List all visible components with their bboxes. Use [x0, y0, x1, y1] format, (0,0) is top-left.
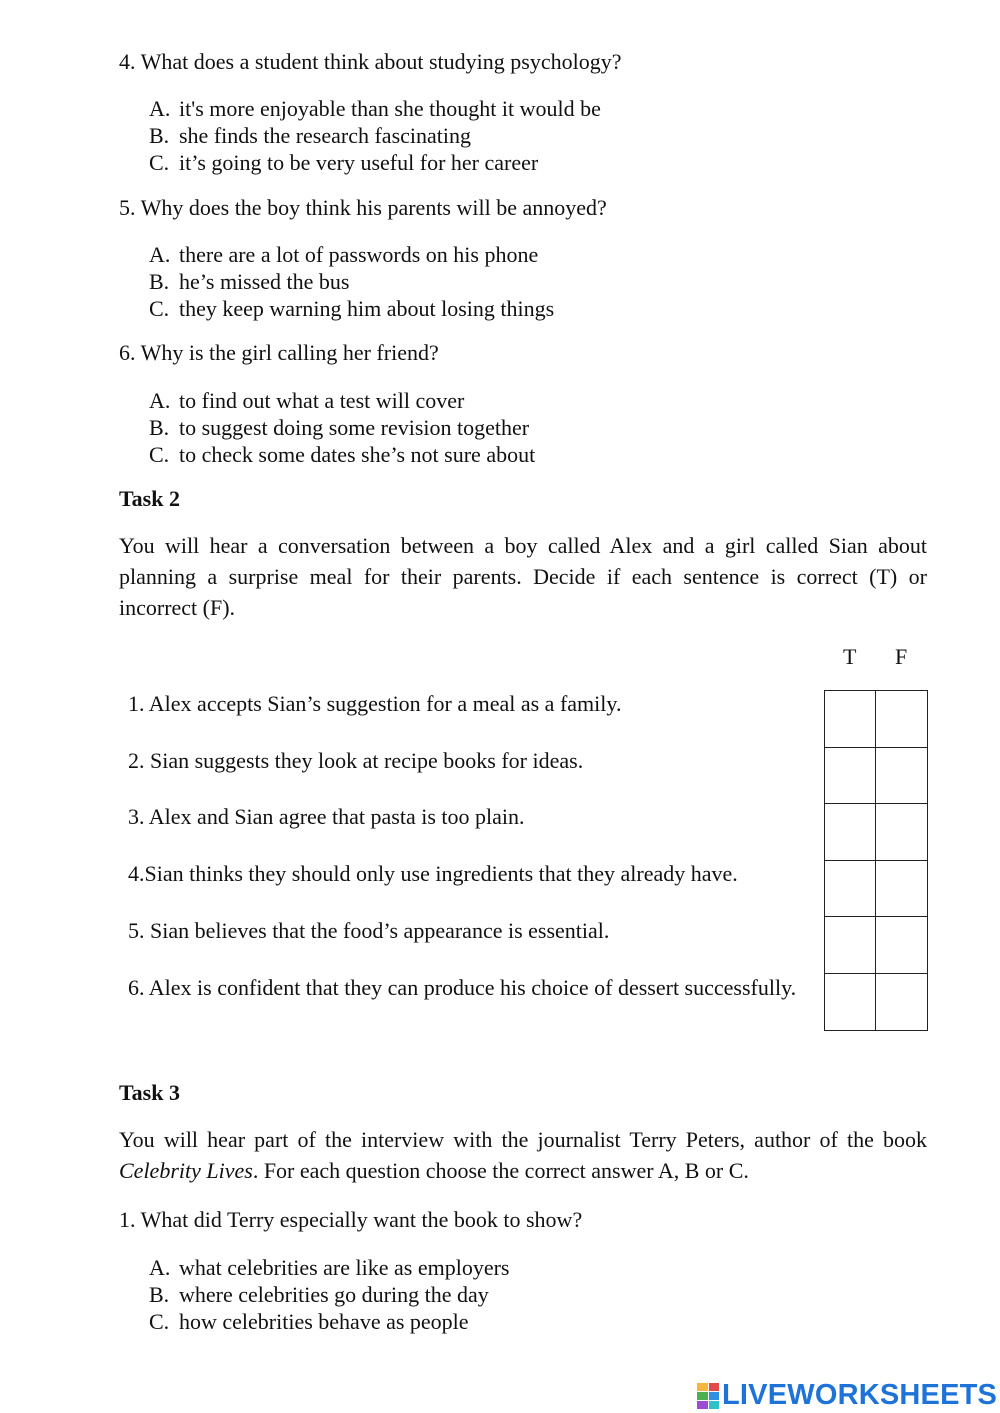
answer-box-5-t[interactable]	[825, 917, 876, 974]
answer-box-1-t[interactable]	[825, 691, 876, 748]
option-letter: C.	[149, 1309, 170, 1334]
option-text: it’s going to be very useful for her career	[179, 150, 539, 175]
task3-question-1: 1. What did Terry especially want the book to show?	[119, 1207, 583, 1232]
task3-intro-end: . For each question choose the correct answer A, B or C.	[252, 1158, 749, 1183]
option-5a[interactable]	[149, 244, 538, 266]
option-letter: C.	[149, 442, 170, 467]
statement-2: 2. Sian suggests they look at recipe books for ideas.	[128, 748, 584, 773]
answer-box-1-f[interactable]	[876, 691, 927, 748]
statement-4: 4.Sian thinks they should only use ingredients that they already have.	[128, 861, 738, 886]
option-letter: A.	[149, 242, 171, 267]
option-letter: C.	[149, 150, 170, 175]
task3-heading: Task 3	[119, 1080, 180, 1105]
option-text: to check some dates she’s not sure about	[179, 442, 536, 467]
task3-intro-start: You will hear part of the interview with the journalist Terry Peters, author of the book	[119, 1127, 927, 1152]
option-text: to find out what a test will cover	[179, 388, 465, 413]
option-text: she finds the research fascinating	[179, 123, 471, 148]
option-4a[interactable]	[149, 98, 601, 120]
option-text: how celebrities behave as people	[179, 1309, 469, 1334]
task3-intro	[119, 1124, 927, 1186]
answer-box-3-t[interactable]	[825, 804, 876, 861]
option-text: where celebrities go during the day	[179, 1282, 489, 1307]
option-text: it's more enjoyable than she thought it would be	[179, 96, 601, 121]
task2-heading: Task 2	[119, 486, 180, 511]
statement-1: 1. Alex accepts Sian’s suggestion for a meal as a family.	[128, 691, 622, 716]
question-5: 5. Why does the boy think his parents will be annoyed?	[119, 195, 607, 220]
option-letter: B.	[149, 269, 170, 294]
statement-3: 3. Alex and Sian agree that pasta is too plain.	[128, 804, 525, 829]
task3-option-c[interactable]	[149, 1311, 469, 1333]
answer-box-6-f[interactable]	[876, 974, 927, 1031]
option-letter: B.	[149, 1282, 170, 1307]
statement-5: 5. Sian believes that the food’s appearance is essential.	[128, 918, 610, 943]
option-5c[interactable]	[149, 298, 554, 320]
liveworksheets-logo-icon	[697, 1383, 719, 1409]
option-letter: A.	[149, 1255, 171, 1280]
answer-box-5-f[interactable]	[876, 917, 927, 974]
option-text: what celebrities are like as employers	[179, 1255, 510, 1280]
option-letter: B.	[149, 415, 170, 440]
true-column-header: T	[843, 644, 857, 669]
question-4: 4. What does a student think about studying psychology?	[119, 49, 622, 74]
answer-box-4-t[interactable]	[825, 861, 876, 918]
option-5b[interactable]	[149, 271, 350, 293]
option-text: there are a lot of passwords on his phone	[179, 242, 539, 267]
answer-box-2-f[interactable]	[876, 748, 927, 805]
option-6b[interactable]	[149, 417, 529, 439]
answer-box-4-f[interactable]	[876, 861, 927, 918]
option-4b[interactable]	[149, 125, 471, 147]
option-letter: A.	[149, 96, 171, 121]
task3-option-a[interactable]	[149, 1257, 509, 1279]
task2-instructions: You will hear a conversation between a boy called Alex and a girl called Sian about planning a surprise meal for their parents. Decide if each sentence is correct (T) or incorrect (F).	[119, 533, 927, 620]
liveworksheets-logo	[697, 1379, 997, 1412]
option-6c[interactable]	[149, 444, 535, 466]
book-title: Celebrity Lives	[119, 1158, 253, 1183]
answer-box-2-t[interactable]	[825, 748, 876, 805]
option-letter: A.	[149, 388, 171, 413]
option-6a[interactable]	[149, 390, 464, 412]
option-text: they keep warning him about losing things	[179, 296, 555, 321]
answer-box-6-t[interactable]	[825, 974, 876, 1031]
statement-6: 6. Alex is confident that they can produce his choice of dessert successfully.	[128, 975, 797, 1000]
option-text: he’s missed the bus	[179, 269, 350, 294]
task3-option-b[interactable]	[149, 1284, 489, 1306]
question-6: 6. Why is the girl calling her friend?	[119, 340, 439, 365]
option-text: to suggest doing some revision together	[179, 415, 530, 440]
option-4c[interactable]	[149, 152, 538, 174]
false-column-header: F	[895, 644, 908, 669]
option-letter: C.	[149, 296, 170, 321]
true-false-answer-grid	[824, 690, 928, 1031]
answer-box-3-f[interactable]	[876, 804, 927, 861]
logo-text: LIVEWORKSHEETS	[722, 1379, 998, 1411]
option-letter: B.	[149, 123, 170, 148]
